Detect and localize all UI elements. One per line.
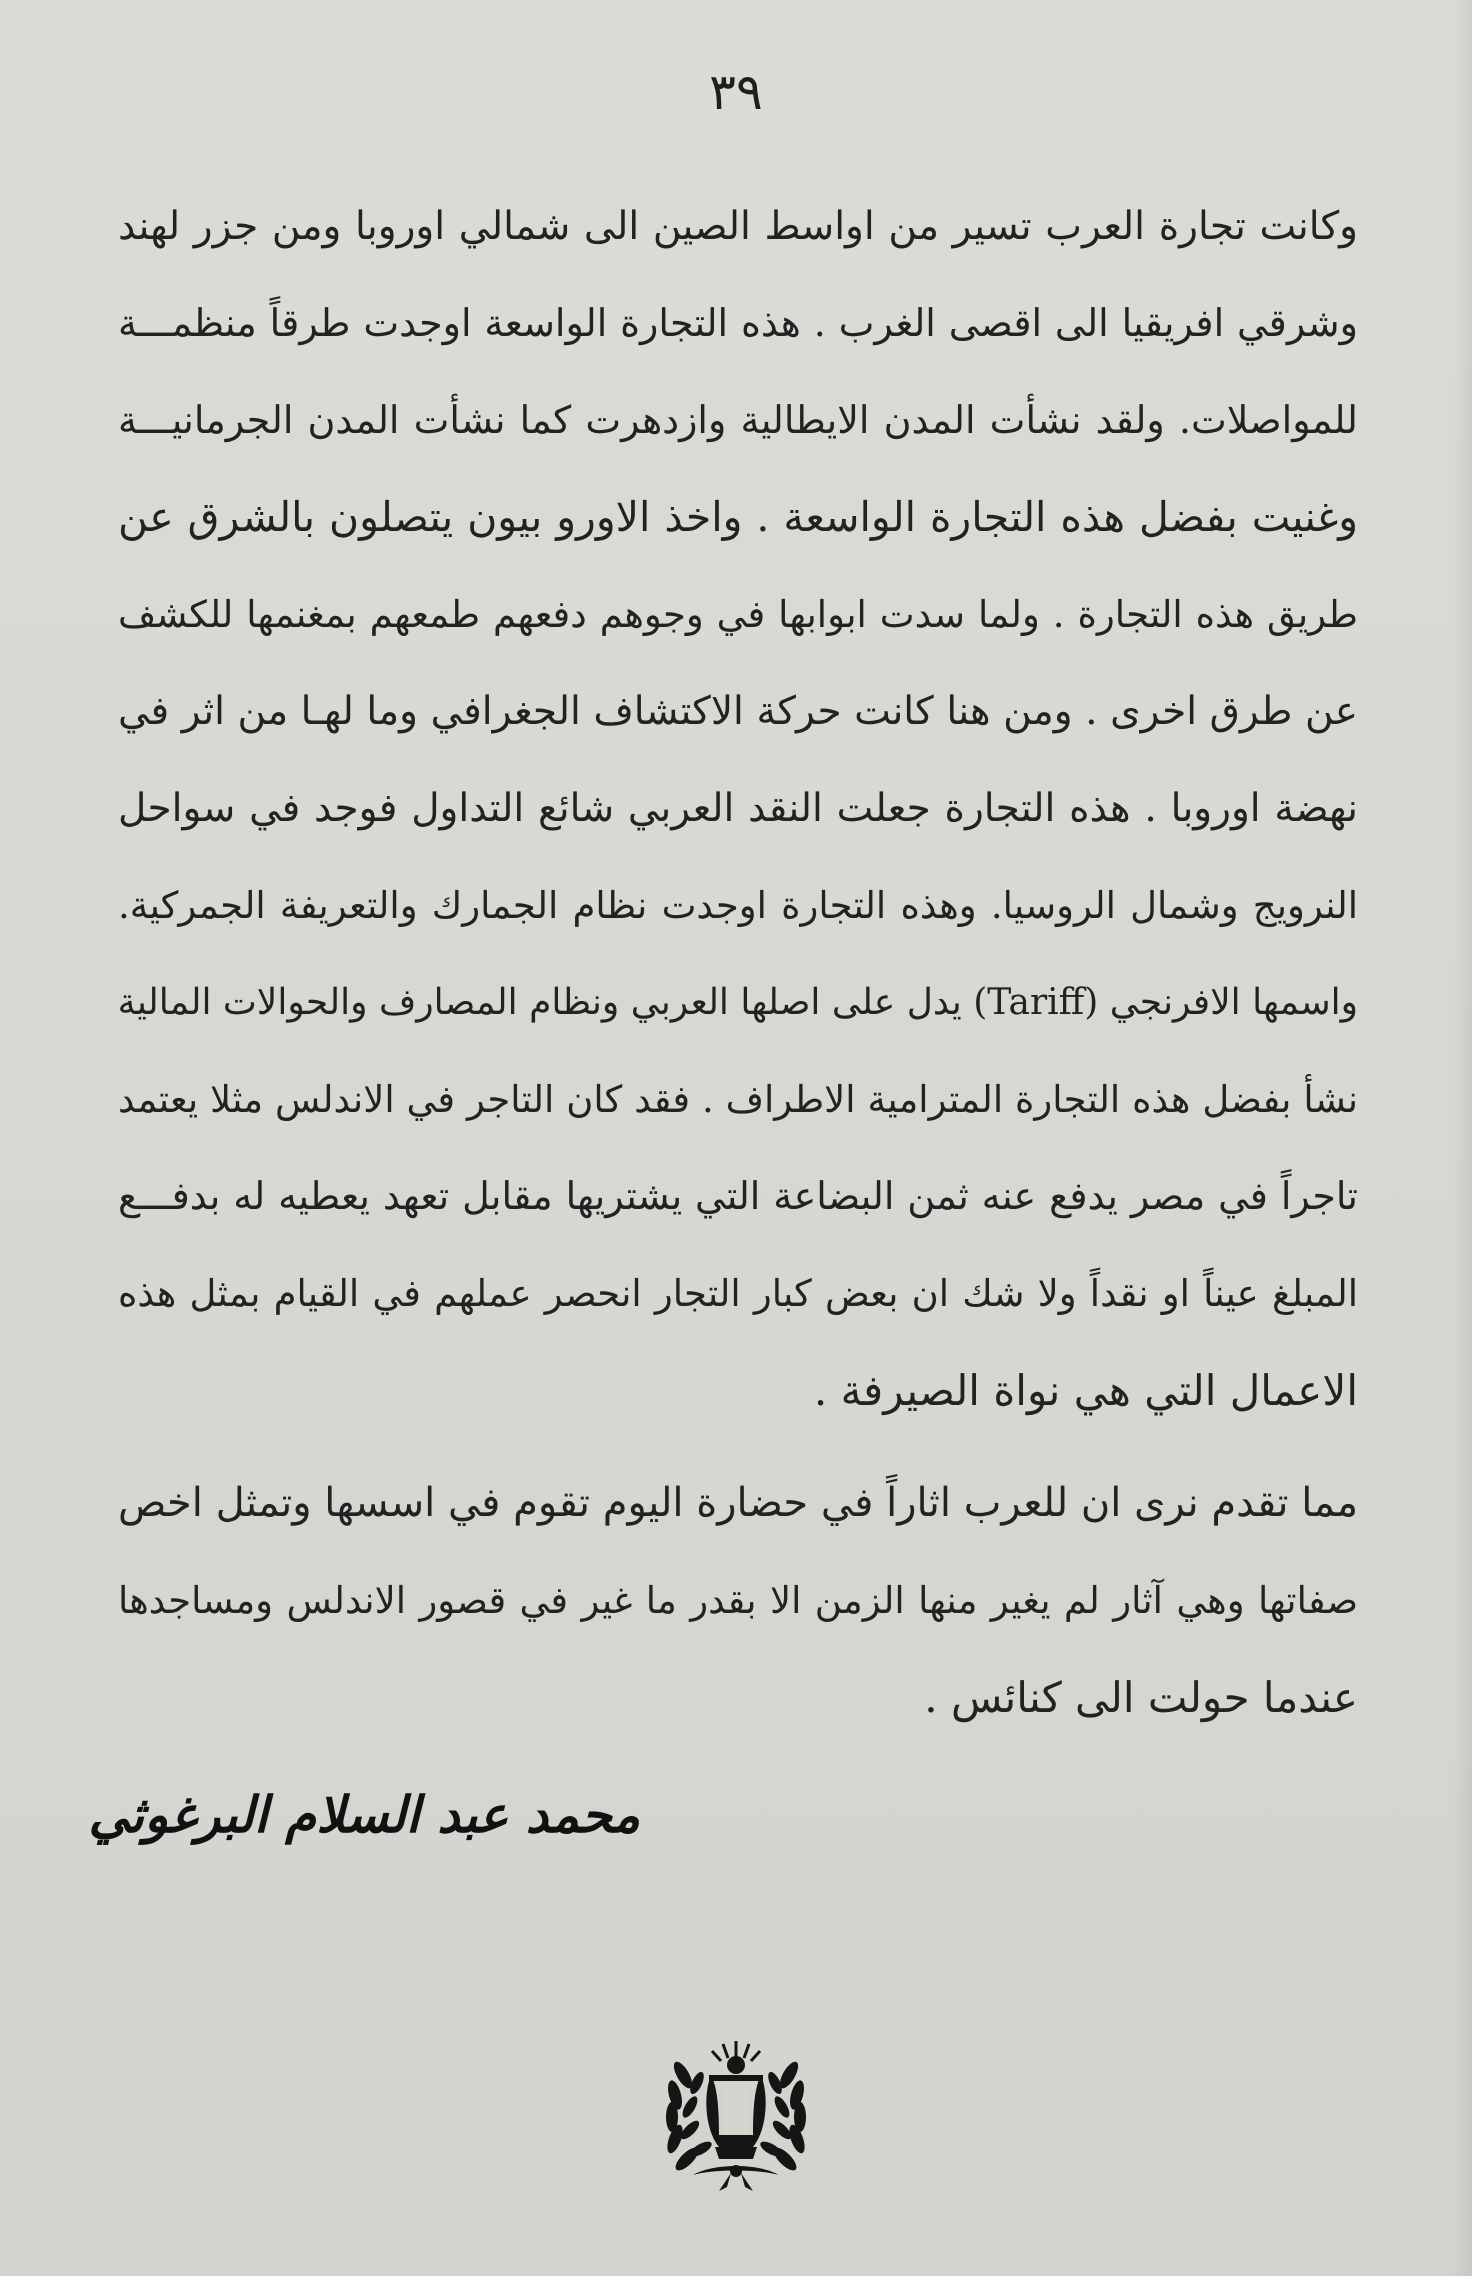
paragraph-1 — [118, 178, 1358, 1439]
author-signature: محمد عبد السلام البرغوثي — [88, 1786, 640, 1844]
text-line: عندما حولت الى كنائس . — [924, 1673, 1358, 1722]
text-line: عن طرق اخرى . ومن هنا كانت حركة الاكتشاف الجغرافي وما لهـا من اثر في — [118, 689, 1358, 734]
laurel-right — [758, 2059, 808, 2174]
lyre-laurel-wreath-icon — [653, 2035, 819, 2195]
text-line: صفاتها وهي آثار لم يغير منها الزمن الا بقدر ما غير في قصور الاندلس ومساجدها — [118, 1579, 1358, 1622]
text-line: وشرقي افريقيا الى اقصى الغرب . هذه التجارة الواسعة اوجدت طرقاً منظمـــة — [118, 301, 1358, 345]
paragraph-2 — [118, 1455, 1358, 1746]
text-line: مما تقدم نرى ان للعرب اثاراً في حضارة اليوم تقوم في اسسها وتمثل اخص — [118, 1480, 1358, 1526]
text-line: تاجراً في مصر يدفع عنه ثمن البضاعة التي يشتريها مقابل تعهد يعطيه له بدفـــع — [118, 1174, 1358, 1218]
text-line: نهضة اوروبا . هذه التجارة جعلت النقد العربي شائع التداول فوجد في سواحل — [118, 786, 1358, 831]
text-line: وكانت تجارة العرب تسير من اواسط الصين الى شمالي اوروبا ومن جزر لهند — [118, 204, 1358, 249]
text-line: المبلغ عيناً او نقداً ولا شك ان بعض كبار التجار انحصر عملهم في القيام بمثل هذه — [118, 1272, 1358, 1315]
body-text — [118, 178, 1358, 1746]
text-line: نشأ بفضل هذه التجارة المترامية الاطراف . فقد كان التاجر في الاندلس مثلا يعتمد — [118, 1078, 1358, 1121]
text-line: للمواصلات. ولقد نشأت المدن الايطالية وازدهرت كما نشأت المدن الجرمانيـــة — [118, 398, 1358, 442]
page-number: ٣٩ — [709, 63, 763, 121]
text-line: وغنيت بفضل هذه التجارة الواسعة . واخذ الاورو بيون يتصلون بالشرق عن — [118, 493, 1358, 541]
text-line: طريق هذه التجارة . ولما سدت ابوابها في وجوهم دفعهم طمعهم بمغنمها للكشف — [118, 593, 1358, 636]
text-line: الاعمال التي هي نواة الصيرفة . — [813, 1366, 1358, 1415]
text-line: واسمها الافرنجي (Tariff) يدل على اصلها العربي ونظام المصارف والحوالات المالية — [118, 982, 1358, 1023]
page-edge-shadow — [1452, 0, 1472, 2276]
text-line: النرويج وشمال الروسيا. وهذه التجارة اوجدت نظام الجمارك والتعريفة الجمركية. — [118, 884, 1358, 927]
laurel-left — [664, 2059, 714, 2174]
